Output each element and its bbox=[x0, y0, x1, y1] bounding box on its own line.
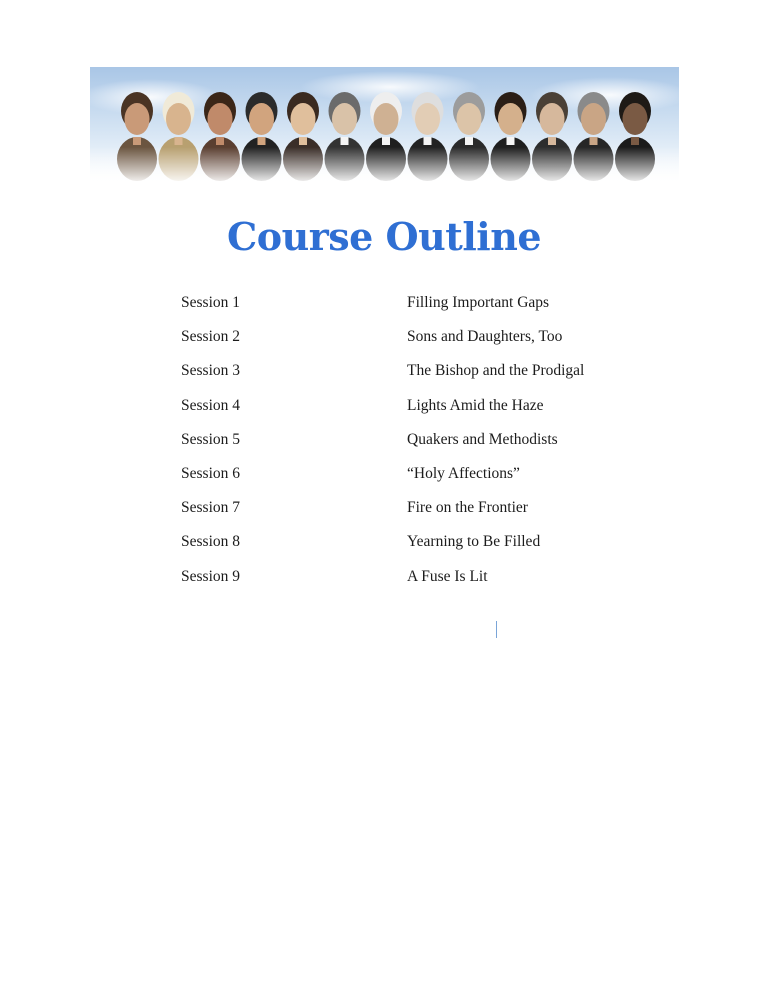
text-cursor[interactable] bbox=[496, 621, 497, 638]
session-label: Session 6 bbox=[181, 464, 240, 482]
session-label: Session 5 bbox=[181, 430, 240, 448]
session-topic: “Holy Affections” bbox=[407, 464, 520, 482]
outline-row bbox=[181, 531, 621, 565]
course-outline-list bbox=[181, 292, 621, 600]
session-label: Session 1 bbox=[181, 294, 240, 311]
session-topic: The Bishop and the Prodigal bbox=[407, 362, 585, 380]
session-label: Session 3 bbox=[181, 362, 240, 380]
session-topic: Sons and Daughters, Too bbox=[407, 328, 563, 346]
outline-row bbox=[181, 395, 621, 429]
outline-row bbox=[181, 292, 621, 326]
page-title: Course Outline bbox=[227, 214, 541, 259]
session-topic: Filling Important Gaps bbox=[407, 294, 550, 311]
session-label: Session 7 bbox=[181, 499, 240, 517]
session-topic: Lights Amid the Haze bbox=[407, 396, 544, 414]
outline-row bbox=[181, 429, 621, 463]
session-topic: A Fuse Is Lit bbox=[407, 567, 488, 585]
session-topic: Fire on the Frontier bbox=[407, 499, 528, 517]
portrait-collage-icon bbox=[90, 67, 679, 185]
outline-row bbox=[181, 360, 621, 394]
session-label: Session 2 bbox=[181, 328, 240, 346]
session-topic: Yearning to Be Filled bbox=[407, 533, 541, 551]
session-label: Session 4 bbox=[181, 396, 240, 414]
session-topic: Quakers and Methodists bbox=[407, 430, 558, 448]
portrait-banner-image bbox=[90, 67, 679, 185]
outline-row bbox=[181, 326, 621, 360]
outline-row bbox=[181, 566, 621, 600]
session-label: Session 9 bbox=[181, 567, 240, 585]
outline-row bbox=[181, 497, 621, 531]
outline-row bbox=[181, 463, 621, 497]
session-label: Session 8 bbox=[181, 533, 240, 551]
